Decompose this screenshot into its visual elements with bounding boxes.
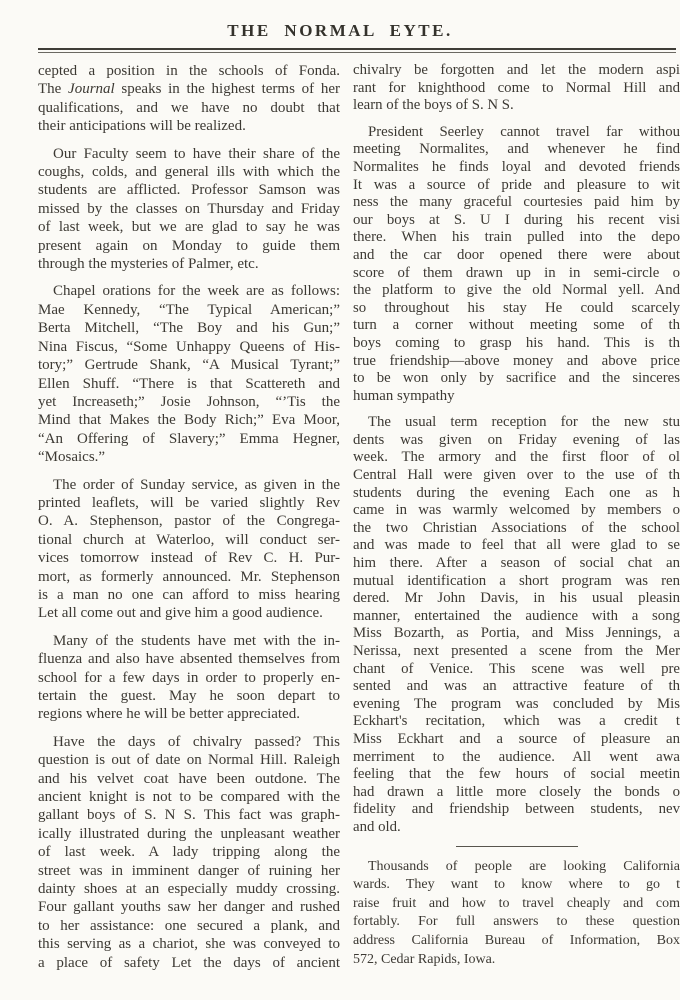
text-line: the platform to give the old Normal yell. And (353, 282, 680, 299)
text-line: fluenza and also have absented themselves from (38, 651, 340, 668)
text-line: and his velvet coat have been outdone. The (38, 770, 340, 787)
text-line: Four gallant youths saw her danger and rushed (38, 899, 340, 916)
text-line: fortably. For full answers to these question (353, 914, 680, 930)
paragraph (38, 62, 340, 136)
text-line: true friendship—above money and above price (353, 352, 680, 369)
paragraph (38, 145, 340, 274)
text-line: 572, Cedar Rapids, Iowa. (353, 951, 496, 967)
text-line: boys coming to grasp his hand. This is th (353, 334, 680, 351)
left-column (38, 62, 340, 972)
text-line: tory;” Gertrude Shank, “A Musical Tyrant;” (38, 357, 340, 374)
text-line: ically illustrated during the unpleasant weather (38, 825, 340, 842)
text-line: Let all come out and give him a good audience. (38, 605, 323, 622)
paragraph (38, 733, 340, 972)
text-line: merriment to the audience. All went awa (353, 748, 680, 765)
text-line: The order of Sunday service, as given in the (53, 476, 340, 493)
text-line: of last week. A lady tripping along the (38, 844, 340, 861)
text-line: chant of Venice. This scene was well pre (353, 660, 680, 677)
text-line: evening The program was concluded by Mis (353, 695, 680, 712)
text-line: turn a corner without meeting some of th (353, 317, 680, 334)
text-line: Have the days of chivalry passed? This (53, 733, 340, 750)
paragraph (38, 282, 340, 466)
paragraph (353, 124, 680, 406)
text-line: mutual identification a short program was ren (353, 572, 680, 589)
right-column-articles (353, 62, 680, 837)
text-line: their anticipations will be realized. (38, 118, 246, 135)
text-line: Miss Bozarth, as Portia, and Miss Jennings, a (353, 625, 680, 642)
text-line: Chapel orations for the week are as follows: (53, 283, 340, 300)
text-line: The Journal speaks in the highest terms of her (38, 81, 340, 98)
text-line: Normalites he finds loyal and devoted friends (353, 158, 680, 175)
text-line: missed by the classes on Thursday and Friday (38, 200, 340, 217)
text-line: coughs, colds, and general ills with which the (38, 164, 340, 181)
paragraph (38, 632, 340, 724)
paragraph (353, 858, 680, 970)
text-line: rant for knighthood come to Normal Hill and (353, 79, 680, 96)
text-line: had drawn a little more closely the bonds o (353, 783, 680, 800)
text-line: gallant boys of S. N S. This fact was graph- (38, 807, 340, 824)
italic-text: Journal (68, 81, 115, 98)
text-line: to her assistance: one secured a plank, and (38, 917, 340, 934)
text-line: President Seerley cannot travel far withou (368, 123, 680, 140)
text-line: “An Offering of Slavery;” Emma Hegner, (38, 430, 340, 447)
text-line: this serving as a chariot, she was conveyed to (38, 936, 340, 953)
text-line: learn of the boys of S. N S. (353, 97, 514, 114)
right-column (353, 62, 680, 969)
notice-section (353, 858, 680, 970)
text-line: ancient knight is not to be compared with the (38, 789, 340, 806)
text-line: Our Faculty seem to have their share of the (53, 145, 340, 162)
text-line: score of them drawn up in in semi-circle o (353, 264, 680, 281)
text-line: a place of safety Let the days of ancient (38, 954, 340, 971)
text-line: Eckhart's recitation, which was a credit t (353, 713, 680, 730)
text-line: is a man no one can afford to miss hearing (38, 586, 340, 603)
text-line: mort, as formerly announced. Mr. Stephenson (38, 568, 340, 585)
text-line: feeling that the few hours of social meetin (353, 766, 680, 783)
text-line: dents was given on Friday evening of las (353, 431, 680, 448)
text-line: there. When his train pulled into the depo (353, 229, 680, 246)
text-line: of last week, but we are glad to say he was (38, 219, 340, 236)
text-line: tertain the guest. May he soon depart to (38, 688, 340, 704)
paragraph (38, 476, 340, 623)
masthead-title: THE NORMAL EYTE. (227, 21, 453, 40)
text-line: him there. After a season of social chat an (353, 555, 680, 572)
text-line: the two Christian Associations of the school (353, 519, 680, 536)
text-line: street was in imminent danger of ruining her (38, 862, 340, 879)
text-line: and old. (353, 818, 401, 835)
text-line: It was a source of pride and pleasure to wit (353, 176, 680, 193)
text-line: regions where he will be better appreciated. (38, 706, 300, 723)
text-line: ness the many graceful courtesies paid him by (353, 194, 680, 211)
text-line: address California Bureau of Information, Box (353, 932, 680, 948)
text-line: fidelity and friendship between students, nev (353, 801, 680, 818)
text-line: qualifications, and we have no doubt that (38, 99, 340, 116)
paragraph (353, 414, 680, 836)
text-line: raise fruit and how to travel cheaply and com (353, 895, 680, 911)
section-divider-rule (456, 846, 578, 847)
text-line: and the car door opened there were about (353, 246, 680, 263)
text-line: wards. They want to know where to go t (353, 877, 680, 893)
text-line: manner, entertained the audience with a song (353, 607, 680, 624)
text-line: vices tomorrow instead of Rev C. H. Pur- (38, 550, 340, 567)
text-line: to be won only by sacrifice and the sinceres (353, 370, 680, 387)
text-line: cepted a position in the schools of Fonda. (38, 63, 340, 79)
text-line: and was made to feel that all were glad to se (353, 537, 680, 554)
text-line: dered. Mr John Davis, in his usual pleasin (353, 590, 680, 607)
text-line: through the mysteries of Palmer, etc. (38, 256, 259, 273)
text-line: O. A. Stephenson, pastor of the Congrega- (38, 513, 340, 530)
text-line: question is out of date on Normal Hill. Raleigh (38, 752, 340, 769)
text-line: Many of the students have met with the in- (53, 632, 340, 649)
text-line: present again on Monday to guide them (38, 237, 340, 254)
text-line: came in was warmly welcomed by members o (353, 502, 680, 519)
text-line: yet Increaseth;” Josie Johnson, “’Tis the (38, 393, 340, 410)
text-line: Mind that Makes the Body Rich;” Eva Moor, (38, 412, 340, 429)
text-line: Mae Kennedy, “The Typical American;” (38, 301, 340, 318)
text-line: so throughout his stay He could scarcely (353, 299, 680, 316)
text-line: tional church at Waterloo, will conduct ser- (38, 531, 340, 548)
text-line: Nerissa, next presented a scene from the Mer (353, 643, 680, 659)
text-line: week. The armory and the first floor of ol (353, 449, 680, 466)
text-line: human sympathy (353, 387, 455, 404)
text-line: Berta Mitchell, “The Boy and his Gun;” (38, 320, 340, 337)
text-line: Central Hall were given over to the use of th (353, 467, 680, 484)
text-line: students during the evening Each one as h (353, 484, 680, 501)
column-layout (0, 53, 680, 972)
text-line: Thousands of people are looking California (368, 858, 680, 874)
text-line: printed leaflets, will be varied slightly Rev (38, 494, 340, 511)
paragraph (353, 62, 680, 115)
text-line: The usual term reception for the new stu (368, 414, 680, 431)
text-line: dainty shoes at an especially muddy crossing. (38, 881, 340, 898)
text-line: Nina Fiscus, “Some Unhappy Queens of His- (38, 338, 340, 355)
text-line: our boys at S. U I during his recent visi (353, 211, 680, 228)
text-line: chivalry be forgotten and let the modern aspi (353, 62, 680, 78)
text-line: meeting Normalites, and whenever he find (353, 141, 680, 158)
text-line: sented and was an attractive feature of th (353, 678, 680, 695)
text-line: Ellen Shuff. “There is that Scattereth and (38, 375, 340, 392)
text-line: students are afflicted. Professor Samson was (38, 182, 340, 199)
text-line: “Mosaics.” (38, 449, 106, 466)
text-line: Miss Eckhart and a source of pleasure an (353, 730, 680, 747)
text-line: school for a few days in order to properly en- (38, 669, 340, 686)
